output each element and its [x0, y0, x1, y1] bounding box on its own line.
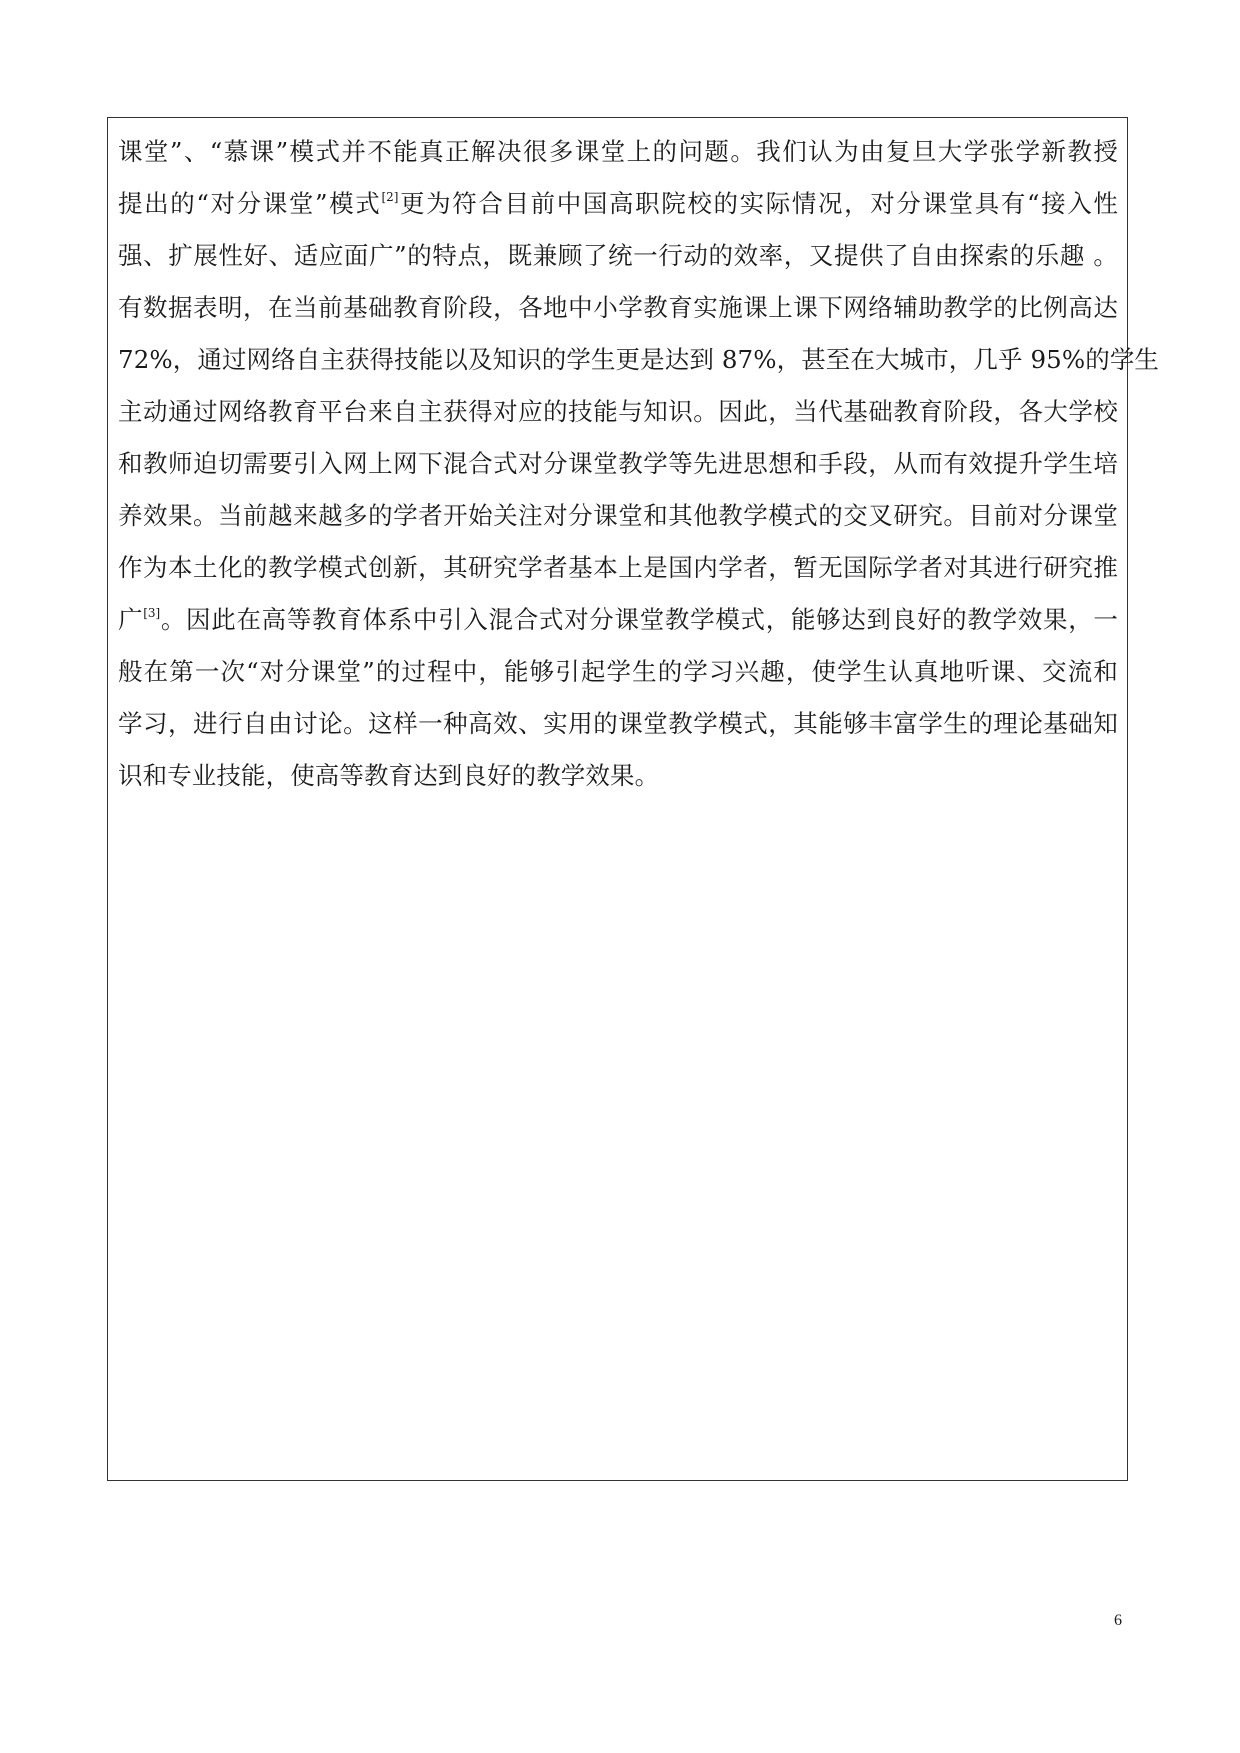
text-line: 课堂”、“慕课”模式并不能真正解决很多课堂上的问题。我们认为由复旦大学张学新教授 [118, 137, 1118, 166]
page-number: 6 [1114, 1612, 1122, 1629]
text-line: 广[3]。因此在高等教育体系中引入混合式对分课堂教学模式，能够达到良好的教学效果，一 [118, 605, 1119, 634]
text-line: 和教师迫切需要引入网上网下混合式对分课堂教学等先进思想和手段，从而有效提升学生培 [118, 449, 1118, 478]
text-line-last: 识和专业技能，使高等教育达到良好的教学效果。 [118, 761, 660, 790]
text-line: 学习，进行自由讨论。这样一种高效、实用的课堂教学模式，其能够丰富学生的理论基础知 [118, 709, 1118, 738]
citation-3: [3] [143, 606, 161, 620]
body-paragraph [118, 126, 1160, 802]
text-line: 72%，通过网络自主获得技能以及知识的学生更是达到 87%，甚至在大城市，几乎 95%的学生 [118, 345, 1160, 374]
text-line: 提出的“对分课堂”模式[2]更为符合目前中国高职院校的实际情况，对分课堂具有“接入性 [118, 189, 1118, 218]
text-line: 主动通过网络教育平台来自主获得对应的技能与知识。因此，当代基础教育阶段，各大学校 [118, 397, 1118, 426]
text-line: 强、扩展性好、适应面广”的特点，既兼顾了统一行动的效率，又提供了自由探索的乐趣 。 [118, 241, 1118, 270]
text-line: 有数据表明，在当前基础教育阶段，各地中小学教育实施课上课下网络辅助教学的比例高达 [118, 293, 1118, 322]
citation-2: [2] [381, 190, 399, 204]
text-line: 养效果。当前越来越多的学者开始关注对分课堂和其他教学模式的交叉研究。目前对分课堂 [118, 501, 1118, 530]
text-line: 般在第一次“对分课堂”的过程中，能够引起学生的学习兴趣，使学生认真地听课、交流和 [118, 657, 1118, 686]
text-line: 作为本土化的教学模式创新，其研究学者基本上是国内学者，暂无国际学者对其进行研究推 [118, 553, 1118, 582]
